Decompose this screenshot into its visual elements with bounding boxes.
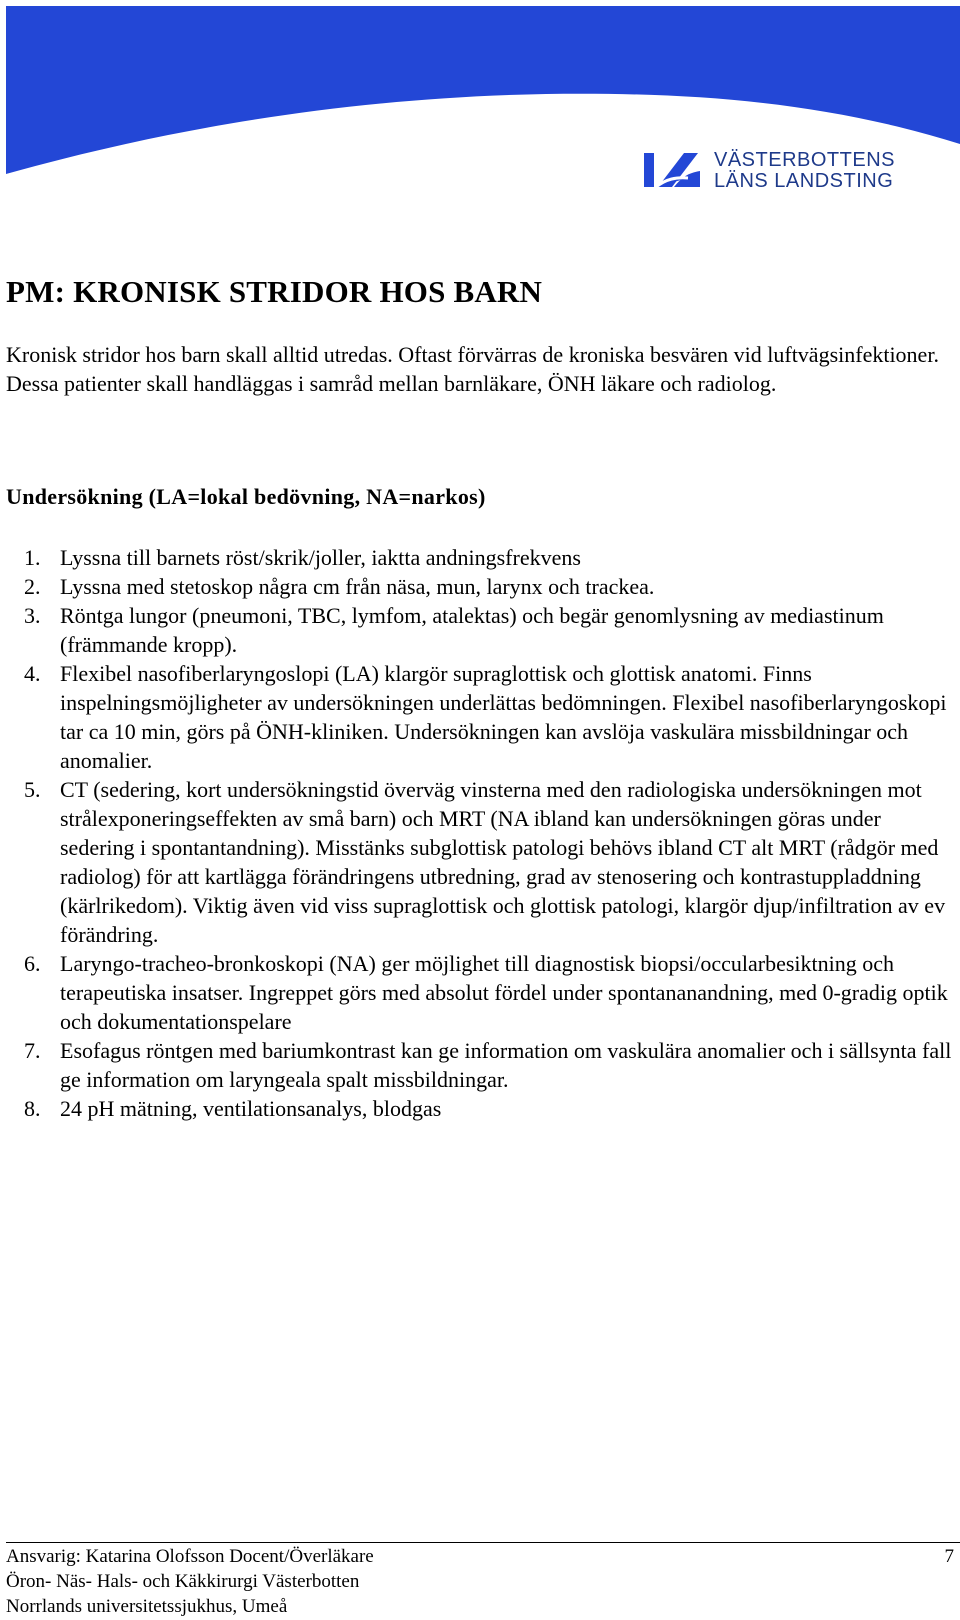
- list-item-number: 3.: [24, 603, 41, 628]
- logo-wordmark: [714, 150, 895, 192]
- footer-department: Öron- Näs- Hals- och Käkkirurgi Västerbotten: [6, 1571, 360, 1592]
- list-item: [24, 543, 954, 572]
- list-item-text: 24 pH mätning, ventilationsanalys, blodgas: [60, 1096, 442, 1121]
- list-item-text: Flexibel nasofiberlaryngoslopi (LA) klargör supraglottisk och glottisk anatomi. Finns inspelningsmöjligheter av undersökningen underlättas bedömningen. Flexibel nasofiberlaryngoskopi tar ca 10 min, görs på ÖNH-kliniken. Undersökningen kan avslöja vaskulära missbildningar och anomalier.: [60, 661, 947, 773]
- list-item: [24, 775, 954, 949]
- list-item-number: 7.: [24, 1038, 41, 1063]
- examination-steps-list: [24, 543, 954, 1123]
- list-item: [24, 1094, 954, 1123]
- list-item-number: 2.: [24, 574, 41, 599]
- intro-paragraph: Kronisk stridor hos barn skall alltid utredas. Oftast förvärras de kroniska besvären vid luftvägsinfektioner. Dessa patienter skall handläggas i samråd mellan barnläkare, ÖNH läkare och radiolog.: [6, 342, 939, 396]
- list-item-number: 5.: [24, 777, 41, 802]
- section-heading: Undersökning (LA=lokal bedövning, NA=narkos): [6, 484, 486, 509]
- list-item: [24, 949, 954, 1036]
- page-footer: [6, 1544, 956, 1619]
- list-item: [24, 659, 954, 775]
- footer-responsible: Ansvarig: Katarina Olofsson Docent/Överläkare: [6, 1546, 374, 1567]
- footer-divider: [6, 1542, 960, 1543]
- logo-mark-icon: [644, 151, 700, 191]
- list-item: [24, 601, 954, 659]
- list-item-number: 4.: [24, 661, 41, 686]
- list-item: [24, 1036, 954, 1094]
- list-item: [24, 572, 954, 601]
- list-item-number: 6.: [24, 951, 41, 976]
- organization-logo: [644, 150, 895, 192]
- footer-hospital: Norrlands universitetssjukhus, Umeå: [6, 1596, 288, 1617]
- list-item-text: CT (sedering, kort undersökningstid överväg vinsterna med den radiologiska undersökningen mot strålexponeringseffekten av små barn) och MRT (NA ibland kan undersökningen göras under sedering i spontantandning). Misstänks subglottisk patologi behövs ibland CT alt MRT (rådgör med radiolog) för att kartlägga förändringens utbredning, grad av stenosering och kontrastuppladdning (kärlrikedom). Viktig även vid viss supraglottisk och glottisk patologi, klargör djup/infiltration av ev förändring.: [60, 777, 946, 947]
- list-item-text: Röntga lungor (pneumoni, TBC, lymfom, atalektas) och begär genomlysning av mediastinum (främmande kropp).: [60, 603, 884, 657]
- logo-line-1: VÄSTERBOTTENS: [714, 149, 895, 171]
- list-item-number: 1.: [24, 545, 41, 570]
- logo-line-2: LÄNS LANDSTING: [714, 170, 894, 192]
- list-item-text: Lyssna till barnets röst/skrik/joller, iaktta andningsfrekvens: [60, 545, 581, 570]
- list-item-text: Esofagus röntgen med bariumkontrast kan ge information om vaskulära anomalier och i sällsynta fall ge information om laryngeala spalt missbildningar.: [60, 1038, 952, 1092]
- list-item-text: Laryngo-tracheo-bronkoskopi (NA) ger möjlighet till diagnostisk biopsi/occularbesiktning och terapeutiska insatser. Ingreppet görs med absolut fördel under spontananandning, med 0-gradig optik och dokumentationspelare: [60, 951, 948, 1034]
- list-item-text: Lyssna med stetoskop några cm från näsa, mun, larynx och trackea.: [60, 574, 655, 599]
- document-title: PM: KRONISK STRIDOR HOS BARN: [6, 274, 543, 309]
- list-item-number: 8.: [24, 1096, 41, 1121]
- page-number: 7: [944, 1546, 954, 1567]
